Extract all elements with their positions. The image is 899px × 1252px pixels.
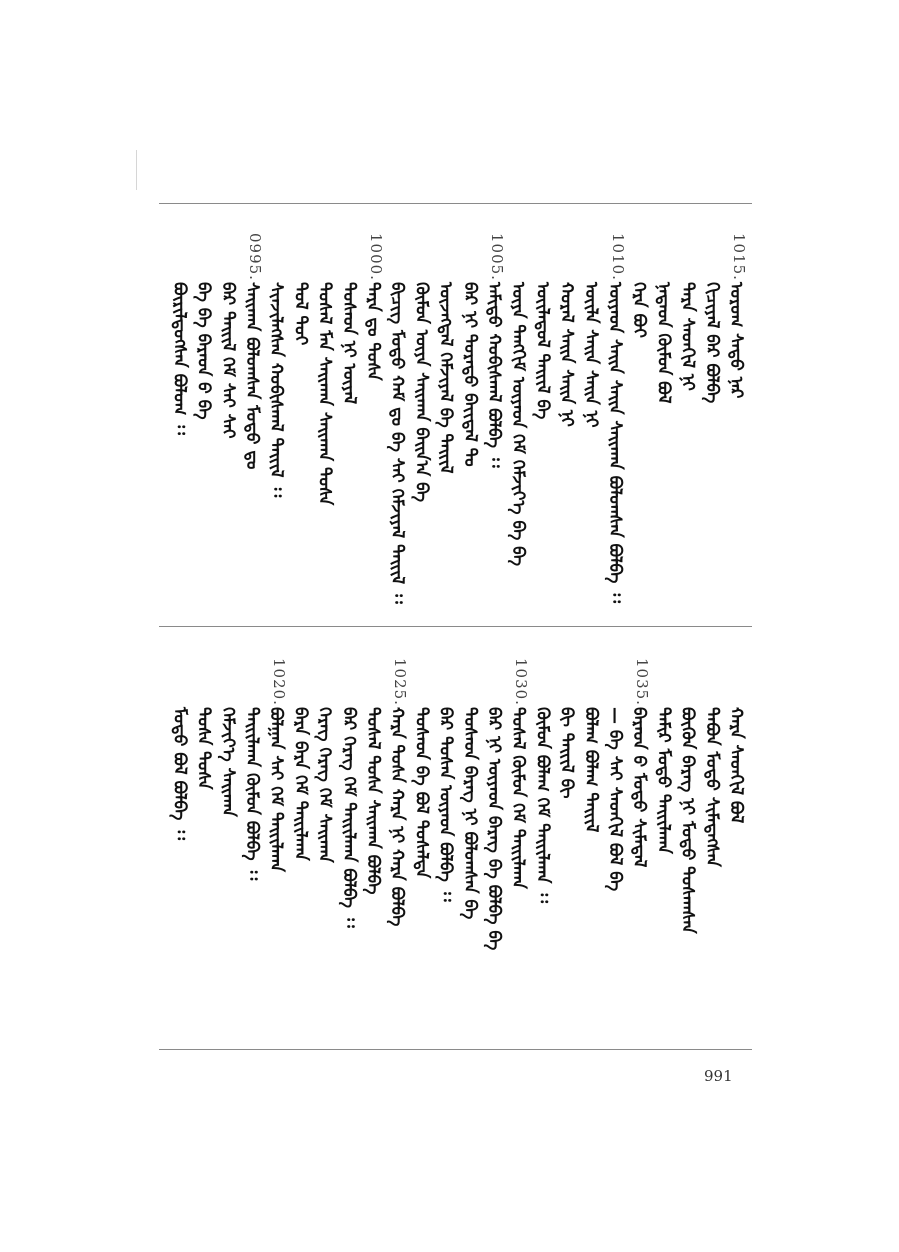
bottom-rule (159, 1049, 752, 1050)
verse-block-upper (159, 233, 752, 610)
verse-block-lower (159, 658, 752, 1035)
verse-text: ᠲᠤᠰᠠᠳ ᠪᠡ ᠪᠣᠯ ᠲᠤᠰᠠᠯᠲᠠ (411, 707, 432, 879)
gutter-mark (136, 150, 137, 190)
verse-line (555, 663, 579, 1035)
verse-line (579, 238, 603, 610)
verse-text: ᠮᠣᠳᠣ ᠪᠣᠯ ᠪᠣᠯᠪᠠ ᠄᠄ (169, 707, 190, 840)
verse-line (167, 663, 191, 1035)
verse-line (240, 663, 264, 1035)
verse-text: ᠬᠡᠷᠡᠭ ᠬᠡᠷᠡᠭ ᠬᠡᠮ ᠰᠠᠢᠬᠠᠨ (314, 707, 335, 863)
verse-text: ᠰᠠᠢᠬᠠᠨ ᠪᠣᠯᠤᠭᠰᠠᠨ ᠮᠣᠳᠣ ᠳᠤ (242, 282, 262, 470)
verse-text: ᠪᠢ ᠲᠠᠢᠢᠯ ᠪᠢ (556, 707, 577, 799)
verse-line (192, 663, 216, 1035)
verse-text: ᠲᠤᠰᠠᠯ ᠲᠤᠰᠠ ᠰᠠᠢᠬᠠᠨ ᠪᠣᠯᠪᠠ (363, 707, 383, 895)
verse-text: ᠲᠤᠰᠠᠯ ᠬᠦᠮᠦᠨ ᠬᠡᠮ ᠲᠠᠢᠢᠯᠬᠠᠨ (508, 707, 529, 889)
verse-line (530, 238, 554, 610)
page-number: 991 (704, 1067, 733, 1085)
verse-line (288, 663, 312, 1035)
verse-text: ᠪᠠᠷ ᠲᠤᠰᠠᠨ ᠦᠶᠡᠳ ᠪᠣᠯᠪᠠ ᠄᠄ (435, 707, 456, 902)
verse-text: ᠪᠠᠷ ᠬᠡᠷᠡᠭ ᠬᠡᠮ ᠲᠠᠢᠢᠯᠬᠠᠨ ᠪᠣᠯᠪᠠ ᠄᠄ (338, 707, 359, 928)
verse-line (313, 663, 337, 1035)
verse-text: ᠤᠷᠤᠭ ᠰᠠᠳᠤ ᠨᠠᠷ (726, 282, 746, 399)
verse-text: ᠬᠠᠷᠠ ᠰᠡᠳᠬᠢᠯ ᠪᠣᠯ (726, 707, 746, 824)
verse-line (651, 238, 675, 610)
verse-text: ᠲᠤᠰᠠᠳ ᠨᠢ ᠦᠶᠡᠯ (338, 282, 359, 405)
verse-line (603, 663, 627, 1035)
line-number: 1020. (270, 658, 289, 706)
top-rule (159, 203, 752, 204)
verse-line (264, 658, 289, 1035)
verse-line (700, 663, 724, 1035)
verse-text: ᠪᠡᠷᠡ ᠪᠡᠷᠡ ᠬᠡᠮ ᠲᠠᠢᠢᠯᠬᠠᠨ (290, 707, 311, 861)
line-number: 1015. (730, 233, 748, 281)
verse-line (724, 233, 748, 610)
verse-text: ᠲᠠᠮᠢᠷ ᠮᠣᠳᠣ ᠲᠠᠢᠢᠯᠬᠠᠨ (653, 707, 674, 854)
verse-text: ᠬᠡᠷᠡ ᠪᠤᠢ (629, 282, 650, 338)
line-number: 1000. (367, 233, 385, 281)
verse-line (555, 238, 579, 610)
verse-text: ᠦᠢᠯᠡᠳᠦᠯ ᠲᠠᠢᠢᠯ ᠪᠠ (532, 282, 553, 420)
verse-line (313, 238, 337, 610)
verse-line (579, 663, 603, 1035)
verse-line (192, 238, 216, 610)
verse-text: ᠠᠮᠢᠳᠤ ᠬᠤᠪᠢᠰᠬᠠᠯ ᠪᠣᠯᠪᠠ ᠄᠄ (484, 282, 504, 468)
verse-text: ᠦᠶᠡ ᠲᠡᠩᠬᠢᠮ ᠦᠶᠡᠳ ᠬᠡᠮ ᠬᠡᠮᠵᠢᠶ᠎ᠡ ᠪᠠ ᠪᠡ (508, 282, 529, 567)
verse-line (434, 238, 458, 610)
line-number: 1035. (633, 658, 652, 706)
verse-text: — ᠪᠡ ᠰᠠᠢ ᠰᠡᠳᠬᠢᠯ ᠪᠣᠯ ᠪᠡ (605, 707, 625, 892)
line-number: 1025. (391, 658, 410, 706)
verse-text: ᠬᠦᠮᠦᠨ ᠦᠶᠡ ᠰᠠᠢᠬᠠᠨ ᠪᠠᠢᠨ᠎ᠠ ᠪᠡ (411, 282, 432, 503)
verse-line (603, 233, 627, 610)
verse-text: ᠦᠶᠡᠳ ᠰᠠᠢᠨ ᠰᠠᠢᠨ ᠰᠠᠢᠬᠠᠨ ᠪᠣᠯᠤᠭᠰᠠᠨ ᠪᠣᠯᠪᠠ ᠄᠄ (605, 282, 625, 604)
verse-line (361, 663, 385, 1035)
verse-text: ᠬᠤᠷᠠᠯ ᠰᠠᠢᠨ ᠰᠠᠢᠨ ᠨᠢ (556, 282, 577, 427)
verse-text: ᠬᠢᠴᠢᠶᠡᠯ ᠪᠠᠷ ᠪᠤᠯᠪᠠ (701, 282, 722, 404)
verse-text: ᠦᠢᠯᠡ ᠰᠠᠢᠨ ᠰᠠᠢᠨ ᠨᠢ (580, 282, 601, 428)
verse-text: ᠲᠤᠯ ᠲᠤᠶ (290, 282, 311, 346)
verse-text: ᠦᠵᠡᠭᠳᠡᠯ ᠬᠡᠮᠵᠢᠶᠡᠯ ᠪᠠ ᠲᠠᠢᠢᠯ (435, 282, 456, 474)
verse-line (240, 233, 264, 610)
verse-text: ᠪᠦᠷᠢᠯᠳᠦᠭᠰᠡᠨ ᠪᠣᠯᠤᠭ ᠄᠄ (169, 282, 190, 435)
verse-line (385, 238, 409, 610)
verse-text: ᠪᠡᠷᠡᠳ ᠪ ᠮᠣᠳᠣ ᠰᠢᠮᠡᠳᠡᠯ (629, 707, 650, 868)
verse-line (288, 238, 312, 610)
verse-line (409, 238, 433, 610)
verse-line (482, 233, 506, 610)
verse-text: ᠰᠢᠨᠵᠢᠯᠡᠭᠰᠡᠨ ᠬᠤᠪᠢᠰᠬᠠᠯ ᠲᠠᠢᠢᠯ ᠄᠄ (266, 282, 287, 498)
verse-text: ᠪᠠᠷ ᠲᠠᠢᠢᠯ ᠬᠡᠮ ᠰᠠᠢ ᠰᠠᠢ (217, 282, 238, 439)
verse-line (651, 663, 675, 1035)
verse-text: ᠲᠤᠰᠠᠯ ᠮᠠᠨ ᠰᠠᠢᠬᠠᠨ ᠰᠠᠢᠬᠠᠨ ᠲᠤᠰᠠ (314, 282, 335, 506)
verse-line (724, 663, 748, 1035)
verse-line (458, 238, 482, 610)
verse-text: ᠪᠤᠯᠠᠭ ᠪᠤᠯᠠᠭ ᠲᠠᠢᠢᠯ (580, 707, 601, 833)
verse-line (676, 663, 700, 1035)
verse-line (482, 663, 506, 1035)
verse-text: ᠬᠠᠷᠠ ᠲᠤᠰᠠ ᠬᠠᠷᠠ ᠨᠢ ᠬᠠᠷᠠ ᠪᠣᠯᠪᠠ (387, 707, 408, 927)
line-number: 1010. (609, 233, 627, 281)
verse-line (409, 663, 433, 1035)
verse-text: ᠪᠠᠷ ᠨᠢ ᠳᠤᠷᠠᠳᠤ ᠪᠠᠶ᠋ᠢᠳᠠᠯ ᠲᠤ (459, 282, 480, 467)
verse-text: ᠲᠠᠢᠢᠯᠬᠠᠨ ᠬᠦᠮᠦᠨ ᠪᠣᠯᠪᠠ ᠄᠄ (242, 707, 262, 881)
verse-line (167, 238, 191, 610)
verse-line (385, 658, 410, 1035)
verse-line (337, 238, 361, 610)
verse-text: ᠨᠠᠳᠠᠳ ᠬᠦᠮᠦᠨ ᠪᠣᠯ (653, 282, 674, 404)
verse-text: ᠪᠢᠴᠢᠭ ᠮᠣᠳᠣ ᠬᠠᠮ ᠳᠤ ᠪᠠ ᠰᠠᠢ ᠬᠡᠮᠵᠢᠶᠡᠯ ᠲᠠᠢᠢᠯ ᠄᠄ (387, 282, 408, 604)
line-number: 1030. (512, 658, 531, 706)
verse-text: ᠬᠡᠮᠵᠢᠶ᠎ᠡ ᠰᠠᠢᠬᠠᠨ (217, 707, 238, 817)
line-number: 0995. (246, 233, 264, 281)
verse-line (216, 238, 240, 610)
verse-line (264, 238, 288, 610)
verse-text: ᠬᠦᠮᠦᠨ ᠪᠤᠯᠠᠭ ᠬᠡᠮ ᠲᠠᠢᠢᠯᠬᠠᠨ ᠄᠄ (532, 707, 553, 904)
verse-text: ᠲᠡᠷᠡ ᠳᠤ ᠲᠤᠰᠠ (363, 282, 383, 381)
verse-line (676, 238, 700, 610)
verse-text: ᠪᠠᠷ ᠨᠢ ᠦᠶᠡᠳ ᠪᠡᠷᠡᠭ ᠪᠡ ᠪᠣᠯᠪᠠ ᠪᠠ (484, 707, 504, 951)
verse-line (530, 663, 554, 1035)
verse-text: ᠪᠣᠯᠭᠠᠨ ᠰᠠᠢ ᠬᠡᠮ ᠲᠠᠢᠢᠯᠬᠠᠨ (266, 707, 287, 873)
verse-line (506, 658, 531, 1035)
verse-text: ᠲᠤᠰᠠ ᠲᠤᠰᠠ (193, 707, 214, 790)
verse-line (627, 658, 652, 1035)
verse-text: ᠪᠡ ᠪᠡ ᠪᠡᠷᠡᠳ ᠪ ᠪᠡ (193, 282, 214, 420)
verse-line (627, 238, 651, 610)
middle-rule (159, 626, 752, 627)
verse-line (458, 663, 482, 1035)
verse-line (434, 663, 458, 1035)
verse-line (337, 663, 361, 1035)
verse-line (700, 238, 724, 610)
verse-text: ᠲᠡᠷᠡ ᠰᠡᠳᠬᠢᠯ ᠨᠢ (677, 282, 698, 391)
verse-line (361, 233, 385, 610)
line-number: 1005. (488, 233, 506, 281)
verse-line (506, 238, 530, 610)
verse-text: ᠪᠦᠬᠦᠨ ᠪᠡᠷᠡᠭ ᠨᠢ ᠮᠣᠳᠣ ᠲᠤᠰᠠᠭᠰᠠᠨ (677, 707, 698, 934)
verse-text: ᠲᠤᠰᠠᠳ ᠪᠡᠷᠡᠭ ᠨᠢ ᠪᠣᠯᠤᠭᠰᠠᠨ ᠪᠡ (459, 707, 480, 920)
verse-line (216, 663, 240, 1035)
verse-text: ᠲᠠᠪᠤᠨ ᠮᠣᠳᠣ ᠰᠢᠮᠡᠳᠡᠭᠰᠡᠨ (701, 707, 722, 867)
